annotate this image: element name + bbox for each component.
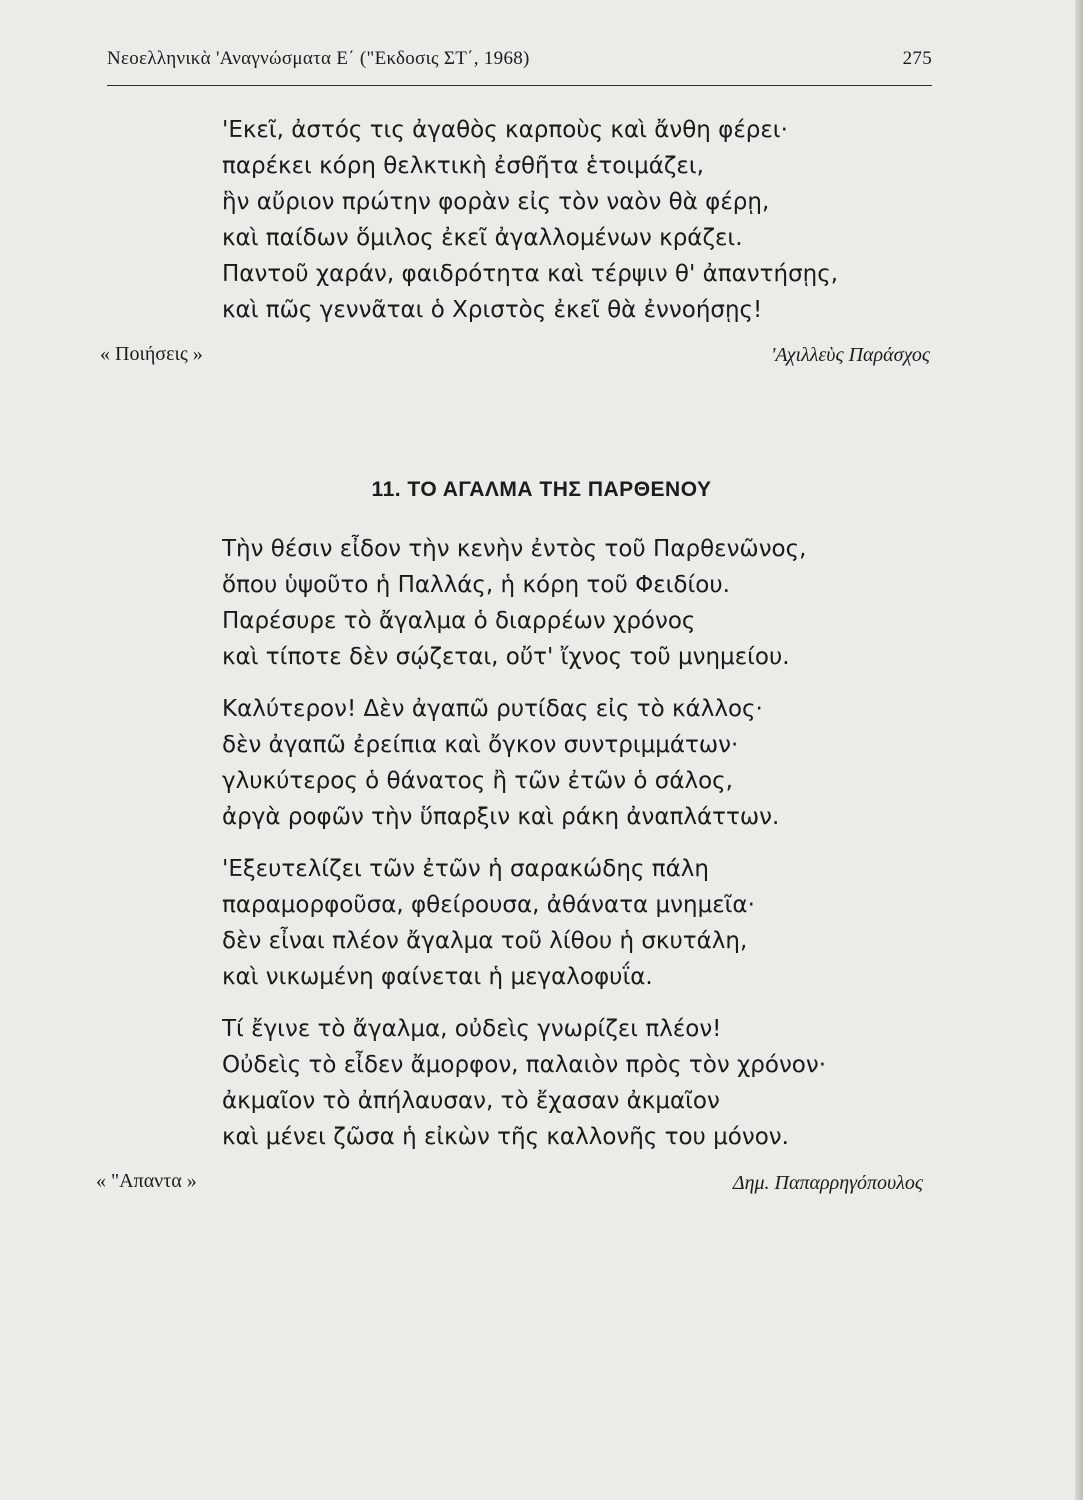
stanza — [222, 531, 826, 675]
poem-author: 'Αχιλλεὺς Παράσχος — [771, 344, 930, 366]
poem-line: ἀκμαῖον τὸ ἀπήλαυσαν, τὸ ἔχασαν ἀκμαῖον — [222, 1088, 720, 1114]
poem-line: παρέκει κόρη θελκτικὴ ἐσθῆτα ἑτοιμάζει, — [222, 153, 704, 179]
poem-line: καὶ πῶς γεννᾶται ὁ Χριστὸς ἐκεῖ θὰ ἐννοήσῃς! — [222, 297, 763, 323]
poem-line: δὲν ἀγαπῶ ἐρείπια καὶ ὄγκον συντριμμάτων· — [222, 732, 739, 758]
stanza — [222, 691, 826, 835]
poem-statue-of-athena — [222, 531, 826, 1155]
poem-line: 'Εξευτελίζει τῶν ἐτῶν ἡ σαρακώδης πάλη — [222, 856, 709, 882]
poem-line: ὅπου ὑψοῦτο ἡ Παλλάς, ἡ κόρη τοῦ Φειδίου. — [222, 572, 730, 598]
poem-line: Οὐδεὶς τὸ εἶδεν ἄμορφον, παλαιὸν πρὸς τὸν χρόνον· — [222, 1052, 827, 1078]
section-heading: 11. ΤΟ ΑΓΑΛΜΑ ΤΗΣ ΠΑΡΘΕΝΟΥ — [371, 478, 712, 501]
poem-author: Δημ. Παπαρρηγόπουλος — [732, 1172, 923, 1194]
poem-line: δὲν εἶναι πλέον ἄγαλμα τοῦ λίθου ἡ σκυτάλη, — [222, 928, 748, 954]
poem-line: ἣν αὔριον πρώτην φορὰν εἰς τὸν ναὸν θὰ φέρῃ, — [222, 189, 770, 215]
stanza — [222, 851, 826, 995]
page-number: 275 — [902, 48, 932, 69]
poem-line: ἀργὰ ροφῶν τὴν ὕπαρξιν καὶ ράκη ἀναπλάττων. — [222, 804, 780, 830]
header-rule — [107, 85, 932, 86]
stanza — [222, 1011, 826, 1155]
poem-line: καὶ τίποτε δὲν σῴζεται, οὔτ' ἴχνος τοῦ μνημείου. — [222, 644, 790, 670]
poem-line: Καλύτερον! Δὲν ἀγαπῶ ρυτίδας εἰς τὸ κάλλος· — [222, 696, 763, 722]
poem-source: « Ποιήσεις » — [100, 343, 203, 365]
poem-source: « "Απαντα » — [96, 1170, 197, 1192]
poem-line: Παρέσυρε τὸ ἄγαλμα ὁ διαρρέων χρόνος — [222, 608, 696, 634]
page-edge-shadow — [1075, 0, 1083, 1500]
poem-line: Παντοῦ χαράν, φαιδρότητα καὶ τέρψιν θ' ἀπαντήσῃς, — [222, 261, 839, 287]
poem-line: καὶ νικωμένη φαίνεται ἡ μεγαλοφυΐα. — [222, 964, 653, 990]
poem-line: καὶ μένει ζῶσα ἡ εἰκὼν τῆς καλλονῆς του μόνον. — [222, 1124, 789, 1150]
poem-paraschos — [222, 112, 838, 328]
poem-line: γλυκύτερος ὁ θάνατος ἢ τῶν ἐτῶν ὁ σάλος, — [222, 768, 733, 794]
running-head-title: Νεοελληνικὰ 'Αναγνώσματα Ε΄ ("Εκδοσις ΣΤ΄, 1968) — [107, 48, 530, 69]
poem-line: 'Εκεῖ, ἀστός τις ἀγαθὸς καρποὺς καὶ ἄνθη φέρει· — [222, 117, 788, 143]
poem-line: παραμορφοῦσα, φθείρουσα, ἀθάνατα μνημεῖα· — [222, 892, 755, 918]
poem-line: Τί ἔγινε τὸ ἄγαλμα, οὐδεὶς γνωρίζει πλέον! — [222, 1016, 722, 1042]
poem-line: καὶ παίδων ὅμιλος ἐκεῖ ἀγαλλομένων κράζει. — [222, 225, 743, 251]
poem-line: Τὴν θέσιν εἶδον τὴν κενὴν ἐντὸς τοῦ Παρθενῶνος, — [222, 536, 807, 562]
